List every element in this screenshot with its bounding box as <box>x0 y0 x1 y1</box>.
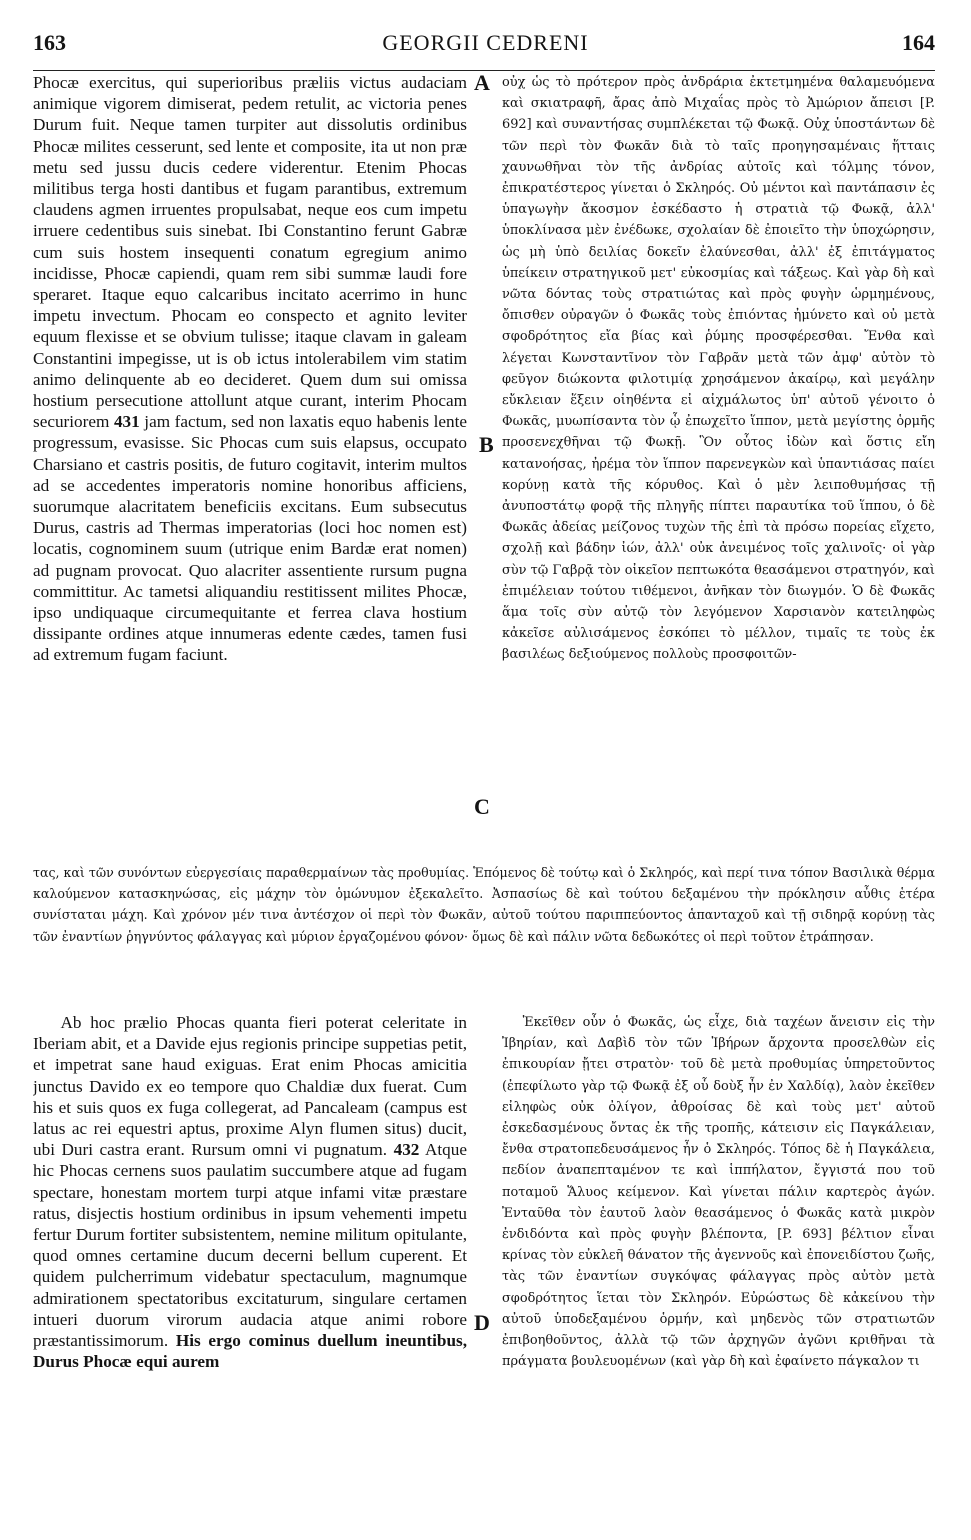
latin-column-top <box>33 72 467 862</box>
greek-paragraph-2: Ἐκεῖθεν οὖν ὁ Φωκᾶς, ὡς εἶχε, διὰ ταχέων ἄνεισιν εἰς τὴν Ἰβηρίαν, καὶ Δαβὶδ τὸν τῶν Ἰβήρων ἄρχοντα προσελθὼν εἰς ἐπικουρίαν ᾔτει στρατὸν· τοῦ δὲ μετὰ προθυμίας ὑπηρετοῦντος (ἐπεφίλωτο γὰρ τῷ Φωκᾷ ἐξ οὗ δοὺξ ἦν ἐν Χαλδίᾳ), λαὸν ἐκεῖθεν εἰληφὼς οὐκ ὀλίγον, ἀθροίσας δὲ καὶ τοὺς μετ' αὐτοῦ ἐσκεδασμένους ὄντας ἐκ τῆς τροπῆς, κάτεισιν εἰς Παγκάλειαν, ἔνθα στρατοπεδευσάμενος ἦν ὁ Σκληρός. Τόπος δὲ ἡ Παγκάλεια, πεδίον ἀναπεπταμένον τε καὶ ἱππήλατον, ἔγγιστά που τοῦ ποταμοῦ Ἅλυος κείμενον. Καὶ γίνεται πάλιν καρτερὸς ἀγών. Ἐνταῦθα τὸν ἑαυτοῦ λαὸν θεασάμενος ὁ Φωκᾶς κατὰ μικρὸν ἐνδιδόντα καὶ πρὸς φυγὴν βλέποντα, [P. 693] βέλτιον εἶναι κρίνας τὸν εὐκλεῆ θάνατον τῆς ἀγεννοῦς καὶ ἐπονειδίστου ζωῆς, τὰς τῶν ἐναντίων συγκόψας φάλαγγας πρὸς αὐτὸν μετὰ σφοδρότητος ἵεται τὸν Σκληρόν. Εὐρώστως δὲ κἀκείνου τὴν αὐτοῦ ὑποδεξαμένου ὁρμήν, καὶ μηδενὸς τῶν στρατιωτῶν ἐπιβοηθοῦντος, ἀλλὰ τῷ τῶν ἀρχηγῶν ἀγῶνι κριθῆναι τὰ πράγματα βουλευομένων (καὶ γὰρ δὴ καὶ ἐφαίνετο πάγκαλον τι <box>502 1015 935 1370</box>
margin-letter-d: D <box>474 1310 490 1335</box>
latin-column-bottom <box>33 1012 467 1527</box>
latin-text-2: jam factum, sed non laxatis equo habenis lente progressum, evasisse. Sic Phocas cum suis elapsus, occupato Charsiano et castris positis, de futuro cogitavit, interim multos ad se accedentes imperatoris nomine honoribus afficiens, suorumque alacritatem beneficiis excitans. Eum subsecutus Durus, castris ad Thermas imperatorias (loci hoc nomen est) locatis, cognominem suum (utrique enim Bardæ erat nomen) ad pugnam provocat. Quo alacriter assentiente rursum pugna committitur. Ac tametsi aliquandiu restitissent milites Phocæ, ipso undiquaque circumequitante et ferrea clava hostium dissipante ordines atque innumeras edente cædes, tamen fusi ad extremum fugam faciunt. <box>33 412 467 665</box>
latin-text-1: Phocæ exercitus, qui superioribus præliis victus audaciam animique vigorem dimiserat, pedem retulit, ac victoria penes Durum fuit. Neque tamen turpiter aut dissolutis ordinibus Phocæ milites cesserunt, sed lente et composite, ita ut non præ metu sed jussu ducis cedere viderentur. Etenim Phocas militibus terga hosti dantibus et fugam parantibus, extremum claudens agmen irruentes propulsabat, neque eos cum impetu irruere cedentibus suis sinebat. Ibi Constantino ferunt Gabræ cum suis hostem insequenti conatum egregium animo incidisse, Phocæ capiendi, quam rem sibi summæ laudi fore speraret. Itaque equo calcaribus incitato acerrimo in hunc impetu invectum. Phocam eo conspecto et agnito leviter equum flexisse et se obvium tulisse; itaque clavam in galeam Constantini impegisse, ut is ob ictus intolerabilem vim statim animo delinquente ab eo decideret. Quem dum sui omissa hostium persecutione attollunt atque curant, interim Phocam securiorem <box>33 73 467 432</box>
margin-letter-b: B <box>479 432 494 457</box>
latin-text-5: His ergo cominus duellum ineuntibus, Durus Phocæ equi aurem <box>33 1331 467 1372</box>
greek-column-bottom <box>502 1012 935 1527</box>
margin-letter-c: C <box>474 794 490 819</box>
latin-text-4: Atque hic Phocas cernens suos paulatim succumbere atque ad fugam spectare, honestam mortem turpi atque infami vitæ præstare ratus, disjectis hostium ordinibus in ipsum vehementi impetu fertur Durum fortiter subsistentem, nemine militum opitulante, quod omnes certamine ducum decerni bellum cuperent. Et quidem pulcherrimum videbatur spectaculum, magnumque admirationem spectatoribus excitaturum, singulare certamen intueri duorum virorum audacia atque animi robore præstantissimorum. <box>33 1140 467 1351</box>
running-title: GEORGII CEDRENI <box>382 30 589 55</box>
greek-paragraph-1: οὐχ ὡς τὸ πρότερον πρὸς ἀνδράρια ἐκτετμημένα θαλαμευόμενα καὶ σκιατραφῆ, ἄρας ἀπὸ Μιχαΐας πρὸς τὸ Ἀμώριον ἄπεισι [P. 692] καὶ συναντήσας συμπλέκεται τῷ Φωκᾷ. Οὐχ ὑποστάντων δὲ τῶν περὶ τὸν Φωκᾶν διὰ τὸ ταῖς προηγησαμέναις ἥτταις χαυνωθῆναι τὸν τῆς ἀνδρίας αὐτοῖς καὶ τόλμης τόνον, ἐπικρατέστερος γίνεται ὁ Σκληρός. Οὐ μέντοι καὶ παντάπασιν ἐς ὑπαγωγὴν ἄκοσμον ἐσκέδαστο ἡ στρατιὰ τῷ Φωκᾷ, ἀλλ' ὑποκλίνασα μὲν ἐνέδωκε, σχολαίαν δὲ ἐποιεῖτο τὴν ὑποχώρησιν, ὡς μὴ ὑπὸ δειλίας δοκεῖν ἐλαύνεσθαι, ἀλλ' ἐξ ἐπιτάγματος ὑπείκειν στρατηγικοῦ μετ' εὐκοσμίας καὶ τάξεως. Καὶ γὰρ δὴ καὶ νῶτα δόντας τοὺς στρατιώτας καὶ πρὸς φυγὴν ὡρμημένους, ὄπισθεν οὐραγῶν ὁ Φωκᾶς τοὺς ἐπιόντας ἠμύνετο καὶ οὐ μετὰ σφοδρότητος εἴα βίας καὶ ῥύμης προσφέρεσθαι. Ἔνθα καὶ λέγεται Κωνσταντῖνον τὸν Γαβρᾶν μετὰ τῶν ἀμφ' αὐτὸν τὸ φεῦγον διώκοντα φιλοτιμίᾳ χρησάμενον ἀκαίρῳ, καὶ μεγάλην εὔκλειαν ἕξειν οἰηθέντα εἰ αἰχμάλωτος ὑπ' αὐτοῦ γένοιτο ὁ Φωκᾶς, μυωπίσαντα τὸν ᾧ ἐπωχεῖτο ἵππον, μετὰ μεγίστης ὁρμῆς προσενεχθῆναι τῷ Φωκῇ. Ὃν οὗτος ἰδὼν καὶ ὅστις εἴη κατανοήσας, ἠρέμα τὸν ἵππον παρενεγκὼν καὶ ὑπαντιάσας παίει κορύνῃ κατὰ τῆς κόρυθος. Καὶ ὁ μὲν λειποθυμήσας τῇ ἀνυποστάτῳ φορᾷ τῆς πληγῆς πίπτει παραυτίκα τοῦ ἵππου, ὁ δὲ Φωκᾶς ἀδείας μείζονος τυχὼν τῆς ἐπὶ τὰ πρόσω πορείας εἴχετο, σχολῇ καὶ βάδην ἰών, ἀλλ' οὐκ ἀνειμένος τοῖς χαλινοῖς· οἱ γὰρ σὺν τῷ Γαβρᾷ τὸν οἰκεῖον πεπτωκότα θεασάμενοι στρατηγόν, καὶ ἐπιμέλειαν τούτου τιθέμενοι, ἀνῆκαν τὸν διωγμόν. Ὁ δὲ Φωκᾶς ἅμα τοῖς σὺν αὐτῷ τὸν λεγόμενον Χαρσιανὸν κατειληφὼς κἀκεῖσε αὐλισάμενος ἐσκόπει τὸ μέλλον, τιμαῖς τε τοὺς ἐκ βασιλέως δεξιούμενος πολλοὺς προσφοιτῶν- <box>502 75 935 663</box>
margin-letter-a: A <box>474 70 490 95</box>
left-page-number: 163 <box>33 30 66 55</box>
latin-paragraph-2 <box>33 1012 467 1372</box>
right-page-number: 164 <box>902 30 935 55</box>
greek-full-width-block <box>33 862 935 990</box>
greek-wide-paragraph: τας, καὶ τῶν συνόντων εὐεργεσίαις παραθερμαίνων τὰς προθυμίας. Ἑπόμενος δὲ τούτῳ καὶ ὁ Σκληρός, καὶ περί τινα τόπον Βασιλικὰ θέρμα καλούμενον κατασκηνώσας, εἰς μάχην τὸν ὁμώνυμον ἐξεκαλεῖτο. Ἀσπασίως δὲ καὶ τούτου δεξαμένου τὴν πρόκλησιν αὖθις ἑτέρα συνίσταται μάχη. Καὶ χρόνον μέν τινα ἀντέσχον οἱ περὶ τὸν Φωκᾶν, αὐτοῦ τούτου παριππεύοντος ἁπανταχοῦ καὶ τῇ σιδηρᾷ κορύνῃ τὰς τῶν ἐναντίων ῥηγνύντος φάλαγγας καὶ μύριον ἐργαζομένου φόνον· ὅμως δὲ καὶ πάλιν νῶτα δεδωκότες οἱ περὶ τοῦτον ἐτράπησαν. <box>33 865 935 944</box>
latin-paragraph-1 <box>33 72 467 666</box>
greek-column-top <box>502 72 935 862</box>
section-number-431: 431 <box>113 412 140 432</box>
section-number-432: 432 <box>393 1140 420 1160</box>
latin-text-3: Ab hoc prælio Phocas quanta fieri poterat celeritate in Iberiam abit, et a Davide ejus regionis principe suppetias petit, et impetrat sane haud exiguas. Erat enim Phocas amicitia junctus Davido ex eo tempore quo Chaldiæ dux fuerat. Cum his et suis quos ex fuga collegerat, ad Pancaleam (campus est latus ac rei equestri aptus, proxime Alyn flumen situs) ducit, ubi Duri castra erant. Rursum omni vi pugnatum. <box>33 1013 467 1160</box>
page-header <box>0 18 971 58</box>
